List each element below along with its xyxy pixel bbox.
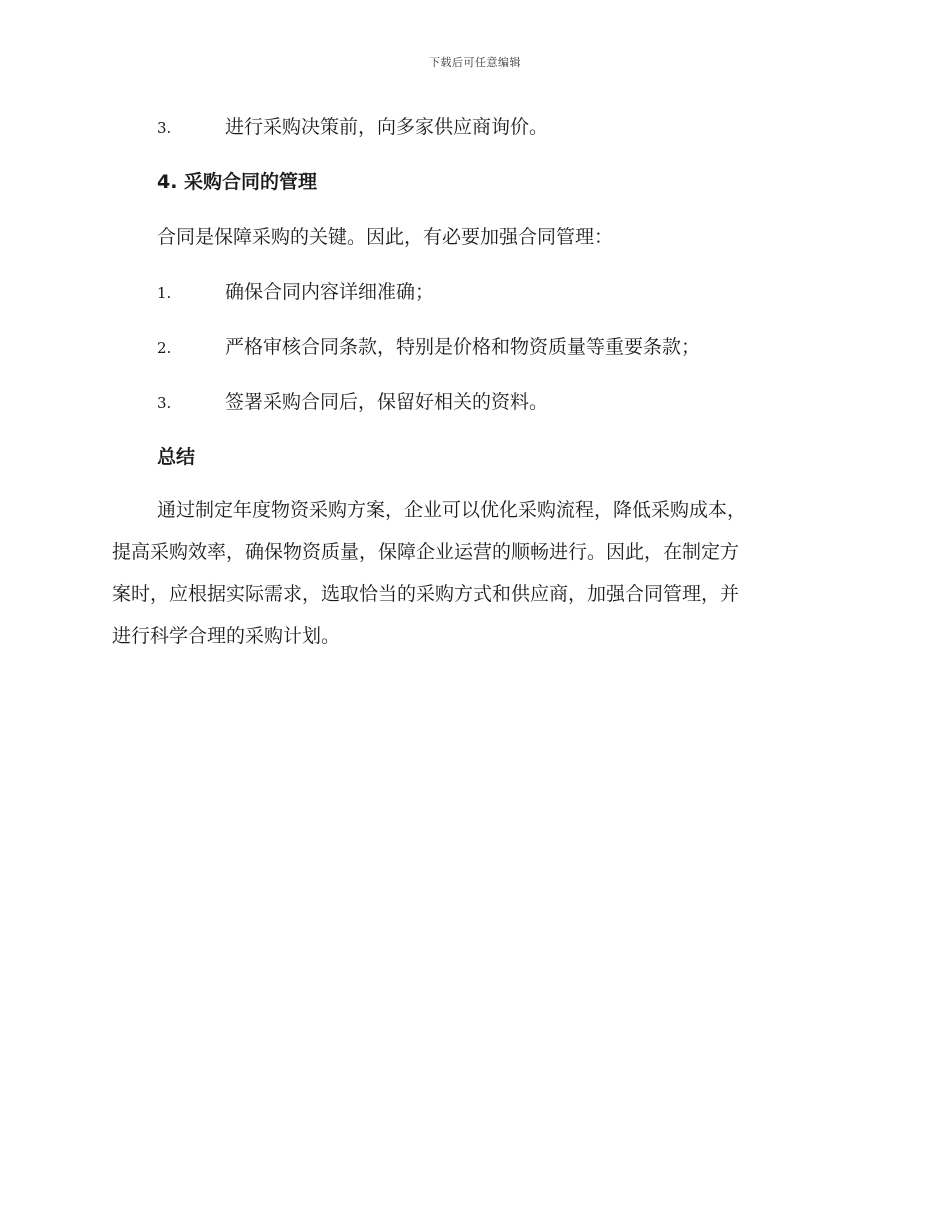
list-item-text: 严格审核合同条款，特别是价格和物资质量等重要条款； (225, 336, 701, 358)
list-item-number: 3. (157, 394, 172, 412)
section-heading-contract-management: 4. 采购合同的管理 (157, 171, 318, 193)
list-item (157, 112, 548, 142)
list-item (157, 387, 548, 417)
list-item-text: 进行采购决策前，向多家供应商询价。 (225, 116, 549, 138)
list-item-text: 签署采购合同后，保留好相关的资料。 (225, 391, 549, 413)
section-intro-paragraph: 合同是保障采购的关键。因此，有必要加强合同管理： (157, 226, 614, 248)
list-item (157, 332, 700, 362)
summary-line: 通过制定年度物资采购方案，企业可以优化采购流程，降低采购成本， (157, 499, 747, 521)
list-item-text: 确保合同内容详细准确； (225, 281, 435, 303)
summary-line: 案时，应根据实际需求，选取恰当的采购方式和供应商，加强合同管理，并 (112, 583, 740, 605)
summary-line: 进行科学合理的采购计划。 (112, 625, 341, 647)
list-item-number: 3. (157, 119, 172, 137)
summary-paragraph (112, 495, 832, 663)
summary-line: 提高采购效率，确保物资质量，保障企业运营的顺畅进行。因此，在制定方 (112, 541, 740, 563)
page-header: 下载后可任意编辑 (429, 56, 521, 69)
list-item-number: 1. (157, 284, 172, 302)
list-item (157, 277, 434, 307)
summary-heading: 总结 (157, 446, 196, 468)
list-item-number: 2. (157, 339, 172, 357)
